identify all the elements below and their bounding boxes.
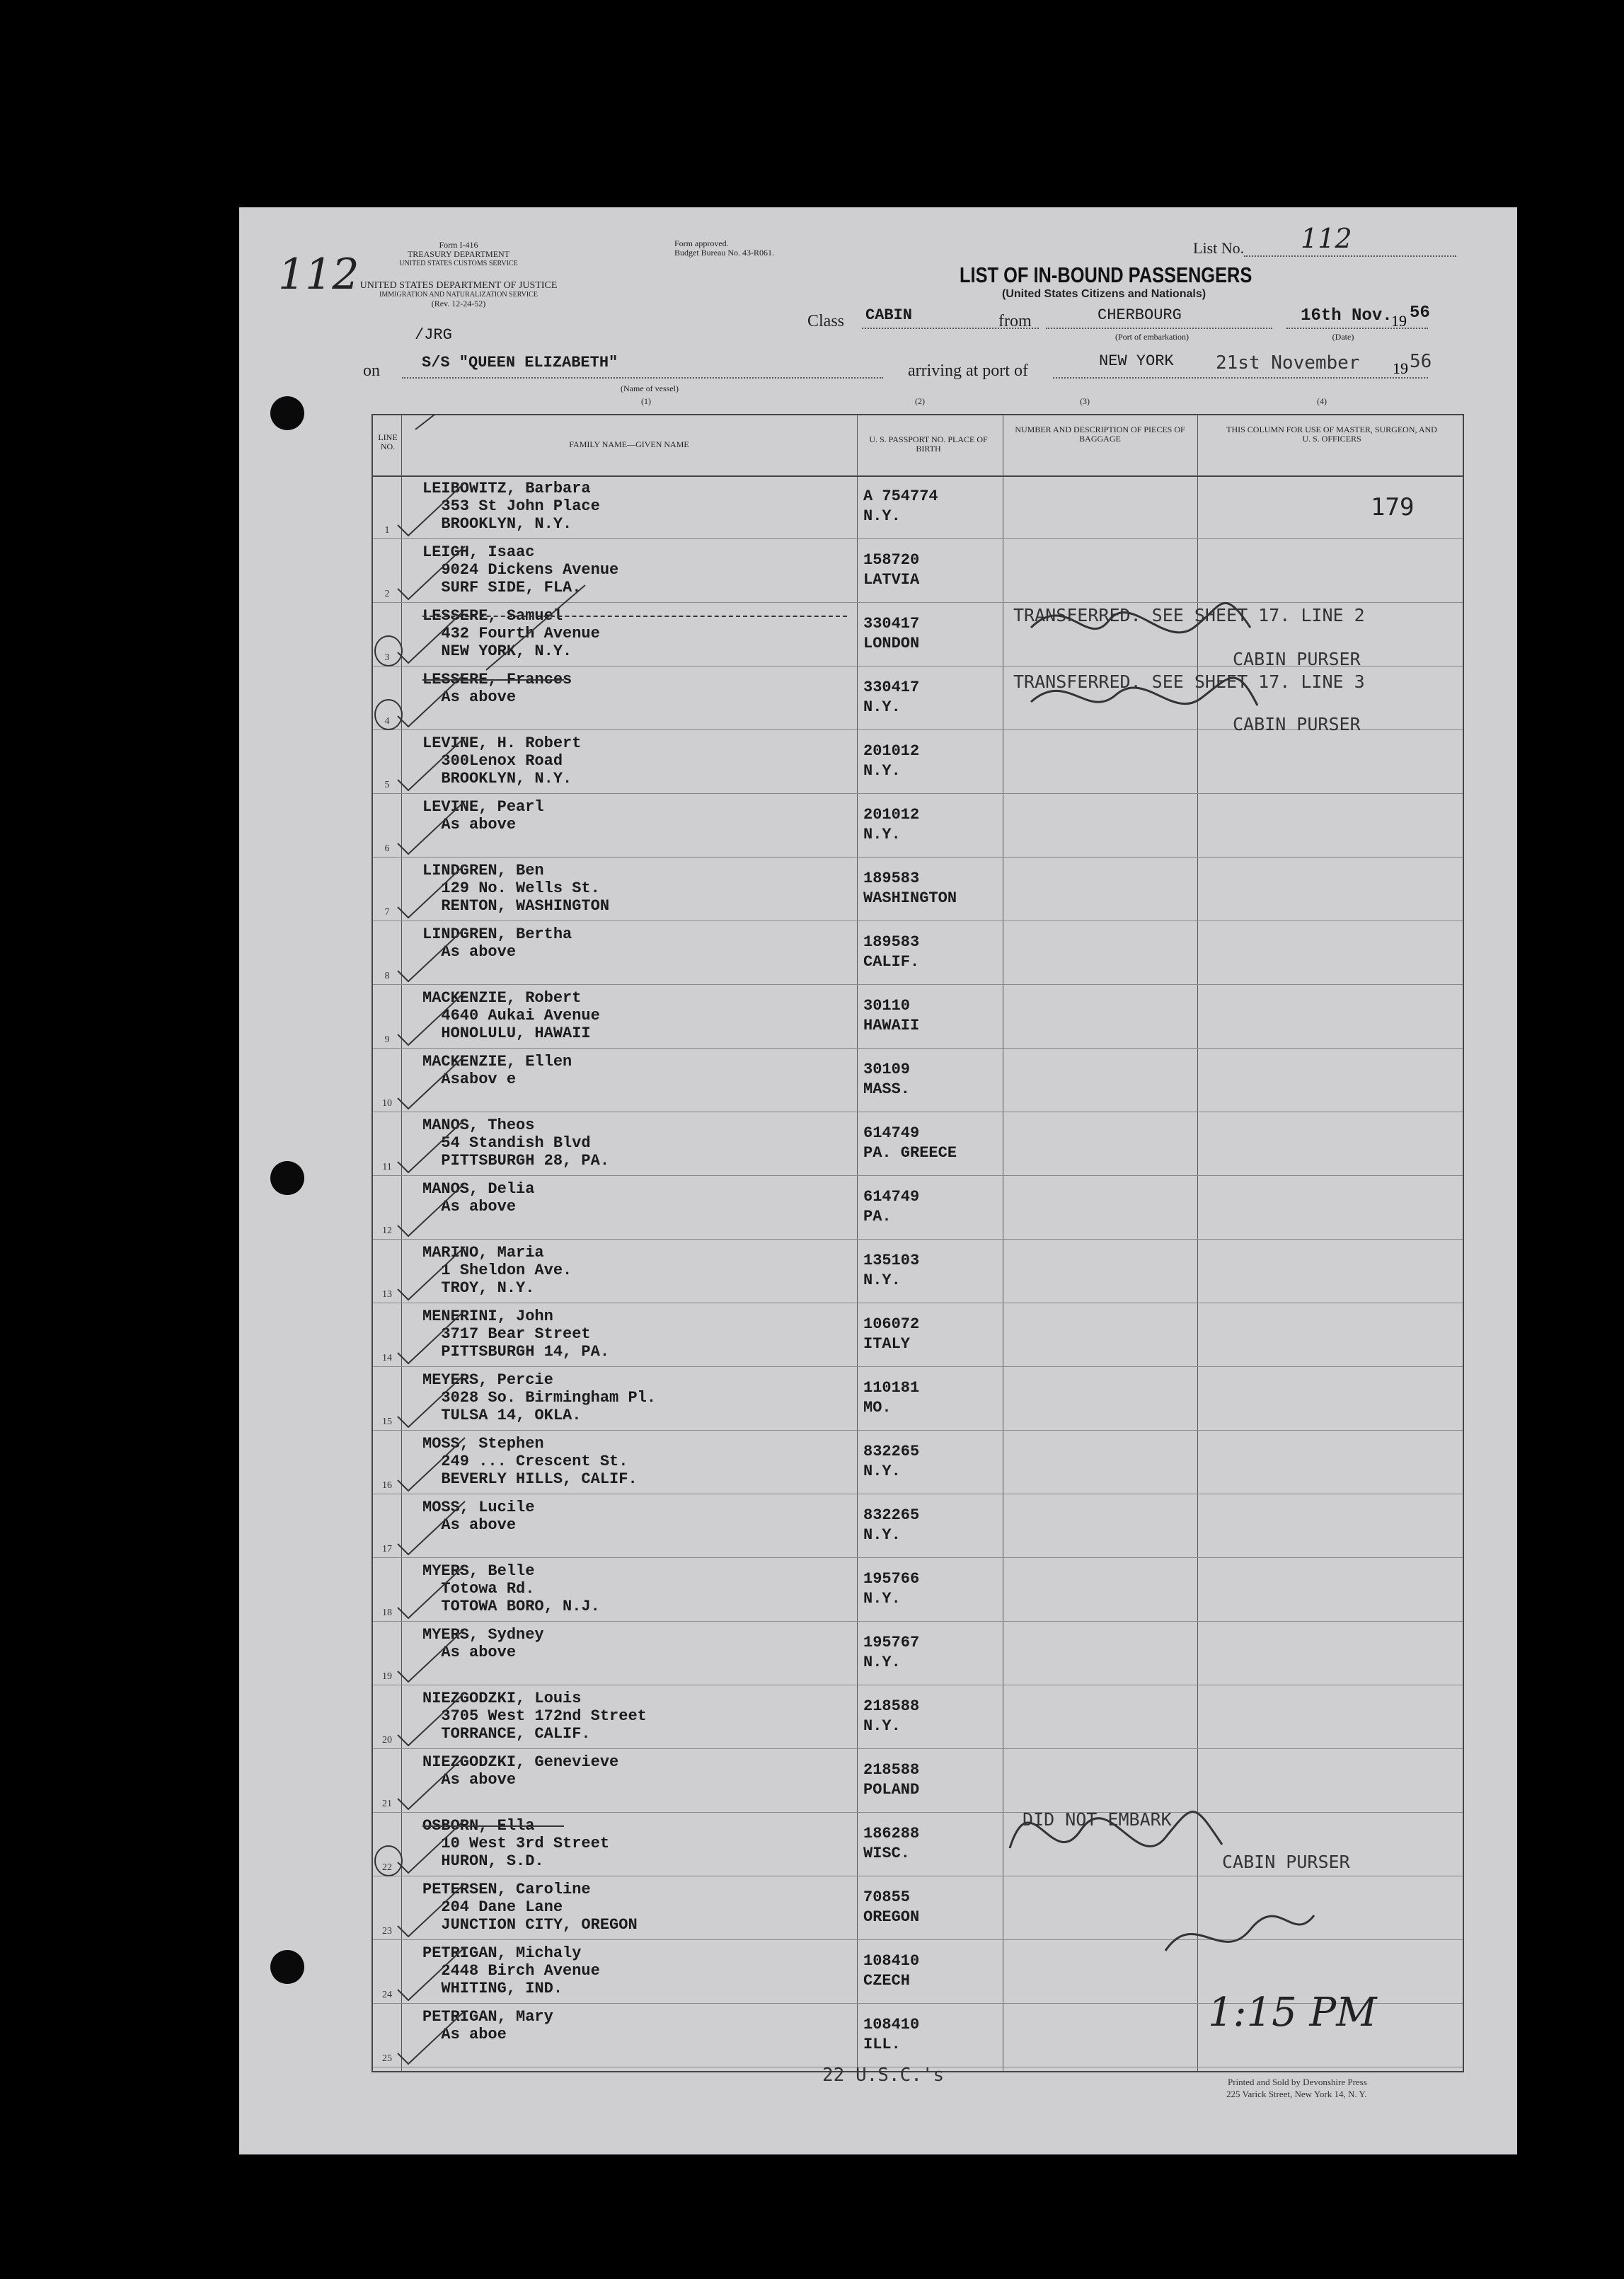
passenger-table — [372, 414, 1464, 2072]
passenger-name-address: LINDGREN, Ben 129 No. Wells St. RENTON, WASHINGTON — [422, 862, 610, 915]
embark-year-prefix: 19 — [1391, 312, 1407, 330]
passport-birthplace: 218588 N.Y. — [863, 1697, 920, 1735]
line-number: 10 — [382, 1098, 392, 1109]
passenger-name-address: LESSERE, Frances As above — [422, 671, 572, 706]
passport-birthplace: 158720 LATVIA — [863, 551, 920, 589]
line-number: 9 — [384, 1034, 390, 1045]
vessel-name: S/S "QUEEN ELIZABETH" — [422, 354, 618, 371]
passenger-name-address: MANOS, Theos 54 Standish Blvd PITTSBURGH 28, PA. — [422, 1117, 610, 1170]
arrival-line — [1053, 377, 1428, 379]
punch-hole-middle — [270, 1161, 304, 1195]
passport-birthplace: 108410 CZECH — [863, 1952, 920, 1990]
col-marker-4: (4) — [1317, 396, 1327, 406]
passport-birthplace: 330417 N.Y. — [863, 679, 920, 716]
arrival-date: 21st November — [1216, 352, 1360, 374]
printer-line-2: 225 Varick Street, New York 14, N. Y. — [1226, 2089, 1367, 2099]
form-approved: Form approved. — [674, 238, 729, 248]
line-number: 13 — [382, 1289, 392, 1300]
passport-birthplace: 30109 MASS. — [863, 1061, 911, 1098]
on-label: on — [363, 362, 380, 380]
passenger-name-address: MENERINI, John 3717 Bear Street PITTSBURGH 14, PA. — [422, 1308, 610, 1361]
class-value: CABIN — [865, 306, 913, 324]
arrival-year-prefix: 19 — [1393, 359, 1408, 377]
embarkation-port: CHERBOURG — [1098, 306, 1182, 324]
transfer-note-2: TRANSFERRED. SEE SHEET 17. LINE 3 — [1013, 671, 1365, 692]
purser-note-1: CABIN PURSER — [1233, 649, 1361, 669]
line-number: 2 — [384, 589, 390, 599]
line-number: 5 — [384, 780, 390, 790]
port-embarkation-caption: (Port of embarkation) — [1115, 332, 1189, 342]
passenger-name-address: MARINO, Maria 1 Sheldon Ave. TROY, N.Y. — [422, 1244, 572, 1297]
passport-birthplace: 106072 ITALY — [863, 1315, 920, 1353]
line-number: 12 — [382, 1225, 392, 1236]
line-number: 24 — [382, 1990, 392, 2000]
purser-note-2: CABIN PURSER — [1233, 714, 1361, 734]
line-number: 8 — [384, 971, 390, 981]
passport-birthplace: 70855 OREGON — [863, 1888, 920, 1926]
list-no-label: List No. — [1193, 239, 1245, 257]
passport-birthplace: 614749 PA. — [863, 1188, 920, 1225]
line-number: 6 — [384, 843, 390, 854]
line-number: 14 — [382, 1353, 392, 1363]
passenger-name-address: PETERSEN, Caroline 204 Dane Lane JUNCTION CITY, OREGON — [422, 1881, 638, 1934]
line-number: 7 — [384, 907, 390, 918]
passport-birthplace: 201012 N.Y. — [863, 806, 920, 843]
passenger-name-address: NIEZGODZKI, Louis 3705 West 172nd Street TORRANCE, CALIF. — [422, 1690, 647, 1743]
embarkation-date: 16th Nov. — [1301, 306, 1393, 325]
page-title: LIST OF IN-BOUND PASSENGERS — [960, 262, 1252, 287]
justice-dept: UNITED STATES DEPARTMENT OF JUSTICE — [359, 280, 558, 291]
transfer-note-1: TRANSFERRED. SEE SHEET 17. LINE 2 — [1013, 605, 1365, 625]
list-no-value: 112 — [1301, 223, 1352, 254]
passport-birthplace: 832265 N.Y. — [863, 1443, 920, 1480]
passenger-name-address: PETRIGAN, Mary As aboe — [422, 2008, 553, 2043]
header-line-no: LINE NO. — [378, 432, 398, 451]
passport-birthplace: 135103 N.Y. — [863, 1252, 920, 1289]
passport-birthplace: 30110 HAWAII — [863, 997, 920, 1034]
passenger-name-address: OSBORN, Ella 10 West 3rd Street HURON, S.D. — [422, 1817, 610, 1870]
arrival-port: NEW YORK — [1099, 352, 1174, 370]
line-number: 25 — [382, 2053, 392, 2064]
passenger-name-address: MYERS, Sydney As above — [422, 1626, 544, 1661]
budget-bureau: Budget Bureau No. 43-R061. — [674, 248, 774, 258]
header-name: FAMILY NAME—GIVEN NAME — [569, 439, 689, 449]
line-number: 15 — [382, 1417, 392, 1427]
line-number: 16 — [382, 1480, 392, 1491]
passenger-name-address: MOSS, Lucile As above — [422, 1499, 535, 1534]
printer-line-1: Printed and Sold by Devonshire Press — [1228, 2077, 1367, 2087]
passport-birthplace: 195767 N.Y. — [863, 1634, 920, 1671]
line-number: 19 — [382, 1671, 392, 1682]
vessel-line — [402, 377, 883, 379]
passport-birthplace: 186288 WISC. — [863, 1825, 920, 1862]
header-baggage: NUMBER AND DESCRIPTION OF PIECES OF BAGGAGE — [1015, 425, 1185, 444]
passenger-name-address: MYERS, Belle Totowa Rd. TOTOWA BORO, N.J. — [422, 1562, 600, 1615]
col-marker-1: (1) — [641, 396, 651, 406]
from-label: from — [998, 312, 1032, 330]
purser-note-3: CABIN PURSER — [1222, 1852, 1350, 1872]
date-line — [1286, 328, 1428, 329]
passenger-name-address: PETRIGAN, Michaly 2448 Birch Avenue WHITING, IND. — [422, 1944, 600, 1997]
passport-birthplace: 189583 CALIF. — [863, 933, 920, 971]
date-caption: (Date) — [1332, 332, 1354, 342]
margin-list-number: 112 — [278, 250, 359, 299]
passport-birthplace: 832265 N.Y. — [863, 1506, 920, 1544]
line-number: 1 — [384, 525, 390, 536]
header-officers: THIS COLUMN FOR USE OF MASTER, SURGEON, AND U. S. OFFICERS — [1226, 425, 1437, 444]
line-number: 3 — [384, 652, 390, 663]
passenger-name-address: NIEZGODZKI, Genevieve As above — [422, 1753, 619, 1789]
arriving-label: arriving at port of — [908, 362, 1028, 380]
embark-year: 56 — [1410, 304, 1430, 323]
col-marker-3: (3) — [1080, 396, 1090, 406]
purser-signatures — [373, 415, 1463, 2071]
passenger-name-address: LEIGH, Isaac 9024 Dickens Avenue SURF SIDE, FLA. — [422, 543, 619, 596]
passport-birthplace: 201012 N.Y. — [863, 742, 920, 780]
clerk-initials: /JRG — [415, 326, 452, 344]
treasury-dept: TREASURY DEPARTMENT — [407, 249, 510, 259]
officer-note: 179 — [1371, 493, 1415, 521]
passenger-name-address: LEVINE, Pearl As above — [422, 798, 544, 833]
page-subtitle: (United States Citizens and Nationals) — [1002, 288, 1207, 300]
line-number: 20 — [382, 1735, 392, 1746]
revision: (Rev. 12-24-52) — [431, 299, 486, 308]
passenger-name-address: LEIBOWITZ, Barbara 353 St John Place BROOKLYN, N.Y. — [422, 480, 600, 533]
passenger-name-address: MOSS, Stephen 249 ... Crescent St. BEVERLY HILLS, CALIF. — [422, 1435, 638, 1488]
line-number: 4 — [384, 716, 390, 727]
passenger-name-address: LINDGREN, Bertha As above — [422, 925, 572, 961]
passport-birthplace: 218588 POLAND — [863, 1761, 920, 1799]
passenger-name-address: LEVINE, H. Robert 300Lenox Road BROOKLYN, N.Y. — [422, 734, 582, 787]
passport-birthplace: 108410 ILL. — [863, 2016, 920, 2053]
citizen-count: 22 U.S.C.'s — [822, 2065, 945, 2086]
line-number: 23 — [382, 1926, 392, 1937]
line-number: 17 — [382, 1544, 392, 1554]
passenger-name-address: MACKENZIE, Ellen Asabov e — [422, 1053, 572, 1088]
did-not-embark-note: DID NOT EMBARK — [1023, 1809, 1172, 1830]
passport-birthplace: 110181 MO. — [863, 1379, 920, 1417]
class-label: Class — [807, 312, 845, 330]
passport-birthplace: 614749 PA. GREECE — [863, 1124, 957, 1162]
punch-hole-bottom — [270, 1950, 304, 1984]
passenger-name-address: MEYERS, Percie 3028 So. Birmingham Pl. TULSA 14, OKLA. — [422, 1371, 657, 1424]
customs-service: UNITED STATES CUSTOMS SERVICE — [399, 260, 518, 267]
line-number: 18 — [382, 1608, 392, 1618]
line-number: 11 — [382, 1162, 392, 1172]
from-line — [1046, 328, 1272, 329]
passport-birthplace: 330417 LONDON — [863, 615, 920, 652]
handwritten-time: 1:15 PM — [1208, 1990, 1377, 2036]
form-number: Form I-416 — [439, 240, 478, 250]
punch-hole-top — [270, 396, 304, 430]
arrival-year: 56 — [1410, 351, 1432, 372]
header-passport: U. S. PASSPORT NO. PLACE OF BIRTH — [869, 434, 988, 454]
line-number: 21 — [382, 1799, 392, 1809]
line-number: 22 — [382, 1862, 392, 1873]
passenger-name-address: MACKENZIE, Robert 4640 Aukai Avenue HONOLULU, HAWAII — [422, 989, 600, 1042]
passport-birthplace: A 754774 N.Y. — [863, 487, 938, 525]
list-no-line — [1244, 255, 1456, 257]
ins-service: IMMIGRATION AND NATURALIZATION SERVICE — [379, 291, 538, 299]
passport-birthplace: 195766 N.Y. — [863, 1570, 920, 1608]
passenger-name-address: LESSERE, Samuel 432 Fourth Avenue NEW YORK, N.Y. — [422, 607, 600, 660]
vessel-caption: (Name of vessel) — [621, 383, 679, 393]
passport-birthplace: 189583 WASHINGTON — [863, 870, 957, 907]
col-marker-2: (2) — [915, 396, 925, 406]
passenger-name-address: MANOS, Delia As above — [422, 1180, 535, 1216]
